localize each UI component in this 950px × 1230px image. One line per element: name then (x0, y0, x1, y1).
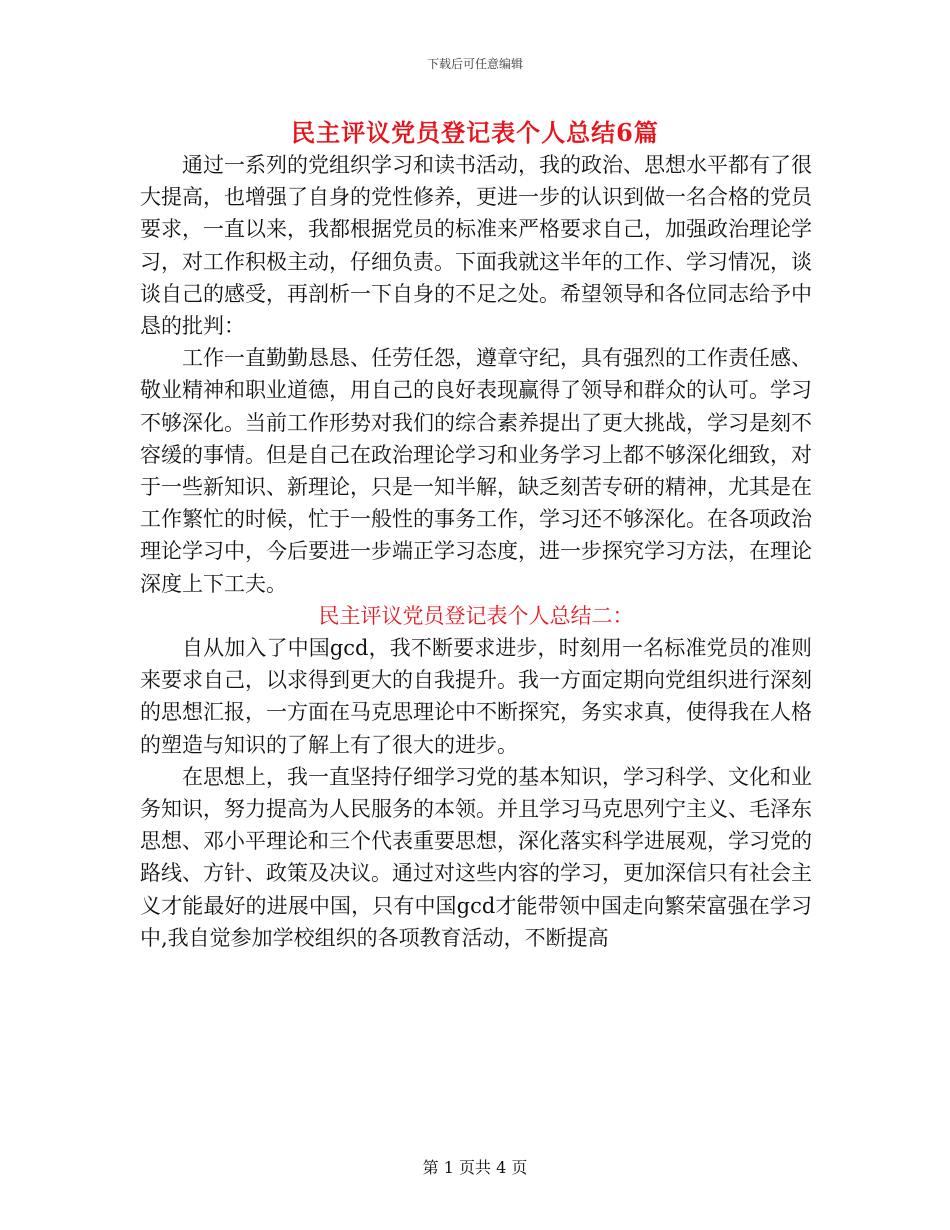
paragraph-section2-2: 在思想上，我一直坚持仔细学习党的基本知识，学习科学、文化和业务知识，努力提高为人民服务的本领。并且学习马克思列宁主义、毛泽东思想、邓小平理论和三个代表重要思想，深化落实科学进展观，学习党的路线、方针、政策及决议。通过对这些内容的学习，更加深信只有社会主义才能最好的进展中国，只有中国gcd才能带领中国走向繁荣富强在学习中,我自觉参加学校组织的各项教育活动，不断提高 (140, 764, 812, 950)
paragraph-section2-1: 自从加入了中国gcd，我不断要求进步，时刻用一名标准党员的准则来要求自己，以求得到更大的自我提升。我一方面定期向党组织进行深刻的思想汇报，一方面在马克思理论中不断探究，务实求真，使得我在人格的塑造与知识的了解上有了很大的进步。 (140, 636, 812, 757)
paragraph-intro: 通过一系列的党组织学习和读书活动，我的政治、思想水平都有了很大提高，也增强了自身的党性修养，更进一步的认识到做一名合格的党员要求，一直以来，我都根据党员的标准来严格要求自己，加强政治理论学习，对工作积极主动，仔细负责。下面我就这半年的工作、学习情况，谈谈自己的感受，再剖析一下自身的不足之处。希望领导和各位同志给予中恳的批判： (140, 153, 812, 339)
document-body (140, 149, 812, 954)
paragraph-work: 工作一直勤勤恳恳、任劳任怨，遵章守纪，具有强烈的工作责任感、敬业精神和职业道德，用自己的良好表现赢得了领导和群众的认可。学习不够深化。当前工作形势对我们的综合素养提出了更大挑战，学习是刻不容缓的事情。但是自己在政治理论学习和业务学习上都不够深化细致，对于一些新知识、新理论，只是一知半解，缺乏刻苦专研的精神，尤其是在工作繁忙的时候，忙于一般性的事务工作，学习还不够深化。在各项政治理论学习中，今后要进一步端正学习态度，进一步探究学习方法，在理论深度上下工夫。 (140, 346, 812, 596)
page-number: 第 1 页共 4 页 (422, 1158, 528, 1177)
page-header-note: 下载后可任意编辑 (426, 57, 523, 71)
document-title: 民主评议党员登记表个人总结6篇 (291, 118, 659, 147)
section-heading-2: 民主评议党员登记表个人总结二： (318, 603, 634, 628)
